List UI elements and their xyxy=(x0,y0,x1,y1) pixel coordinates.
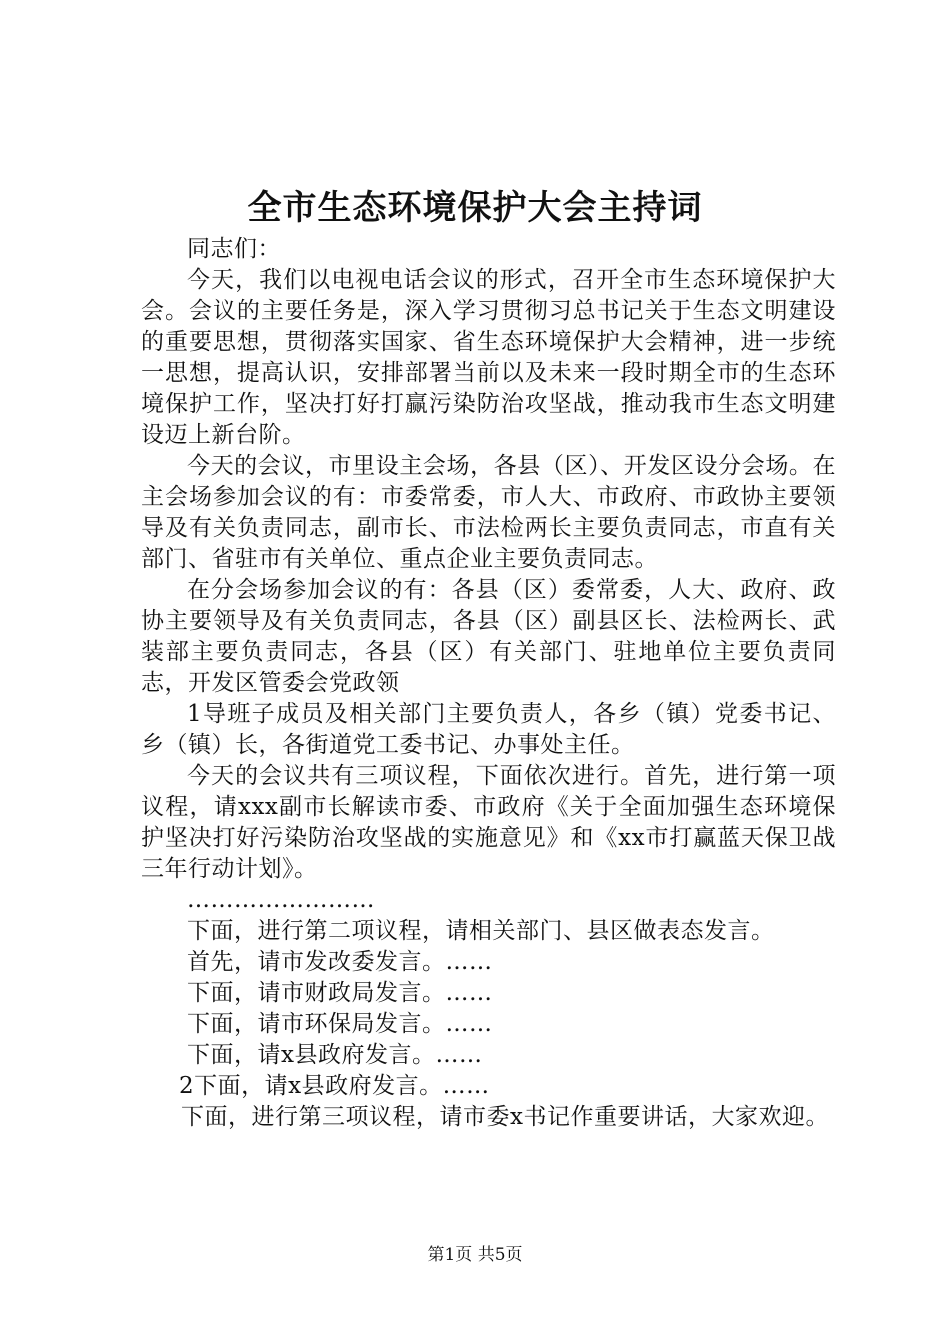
salutation: 同志们： xyxy=(187,236,281,262)
paragraph-agenda-second: 下面，进行第二项议程，请相关部门、县区做表态发言。 xyxy=(187,918,775,944)
speaker-line: 下面，请x县政府发言。…… xyxy=(187,1042,483,1068)
paragraph-agenda-third: 下面，进行第三项议程，请市委x书记作重要讲话，大家欢迎。 xyxy=(181,1104,829,1130)
speaker-line: 2下面，请x县政府发言。…… xyxy=(179,1073,490,1099)
paragraph-branch-venue: 在分会场参加会议的有：各县（区）委常委，人大、政府、政协主要领导及有关负责同志，各县（区）副县区长、法检两长、武装部主要负责同志，各县（区）有关部门、驻地单位主要负责同志，开发区管委会党政领 xyxy=(141,577,836,696)
paragraph-main-venue: 今天的会议，市里设主会场，各县（区）、开发区设分会场。在主会场参加会议的有：市委常委，市人大、市政府、市政协主要领导及有关负责同志，副市长、市法检两长主要负责同志，市直有关部门、省驻市有关单位、重点企业主要负责同志。 xyxy=(141,453,836,572)
document-title: 全市生态环境保护大会主持词 xyxy=(247,188,703,228)
document-body xyxy=(141,234,836,1133)
ellipsis-line: …………………… xyxy=(187,887,375,913)
page-indicator: 第1页 共5页 xyxy=(427,1245,523,1265)
speaker-line: 下面，请市财政局发言。…… xyxy=(187,980,493,1006)
speaker-line: 下面，请市环保局发言。…… xyxy=(187,1011,493,1037)
paragraph-agenda-first: 今天的会议共有三项议程，下面依次进行。首先，进行第一项议程，请xxx副市长解读市委、市政府《关于全面加强生态环境保护坚决打好污染防治攻坚战的实施意见》和《xx市打赢蓝天保卫战三年行动计划》。 xyxy=(141,763,836,882)
paragraph-opening: 今天，我们以电视电话会议的形式，召开全市生态环境保护大会。会议的主要任务是，深入学习贯彻习总书记关于生态文明建设的重要思想，贯彻落实国家、省生态环境保护大会精神，进一步统一思想，提高认识，安排部署当前以及未来一段时期全市的生态环境保护工作，坚决打好打赢污染防治攻坚战，推动我市生态文明建设迈上新台阶。 xyxy=(141,267,836,448)
speaker-line: 首先，请市发改委发言。…… xyxy=(187,949,493,975)
paragraph-branch-venue-continued: 1导班子成员及相关部门主要负责人，各乡（镇）党委书记、乡（镇）长，各街道党工委书记、办事处主任。 xyxy=(141,701,836,758)
